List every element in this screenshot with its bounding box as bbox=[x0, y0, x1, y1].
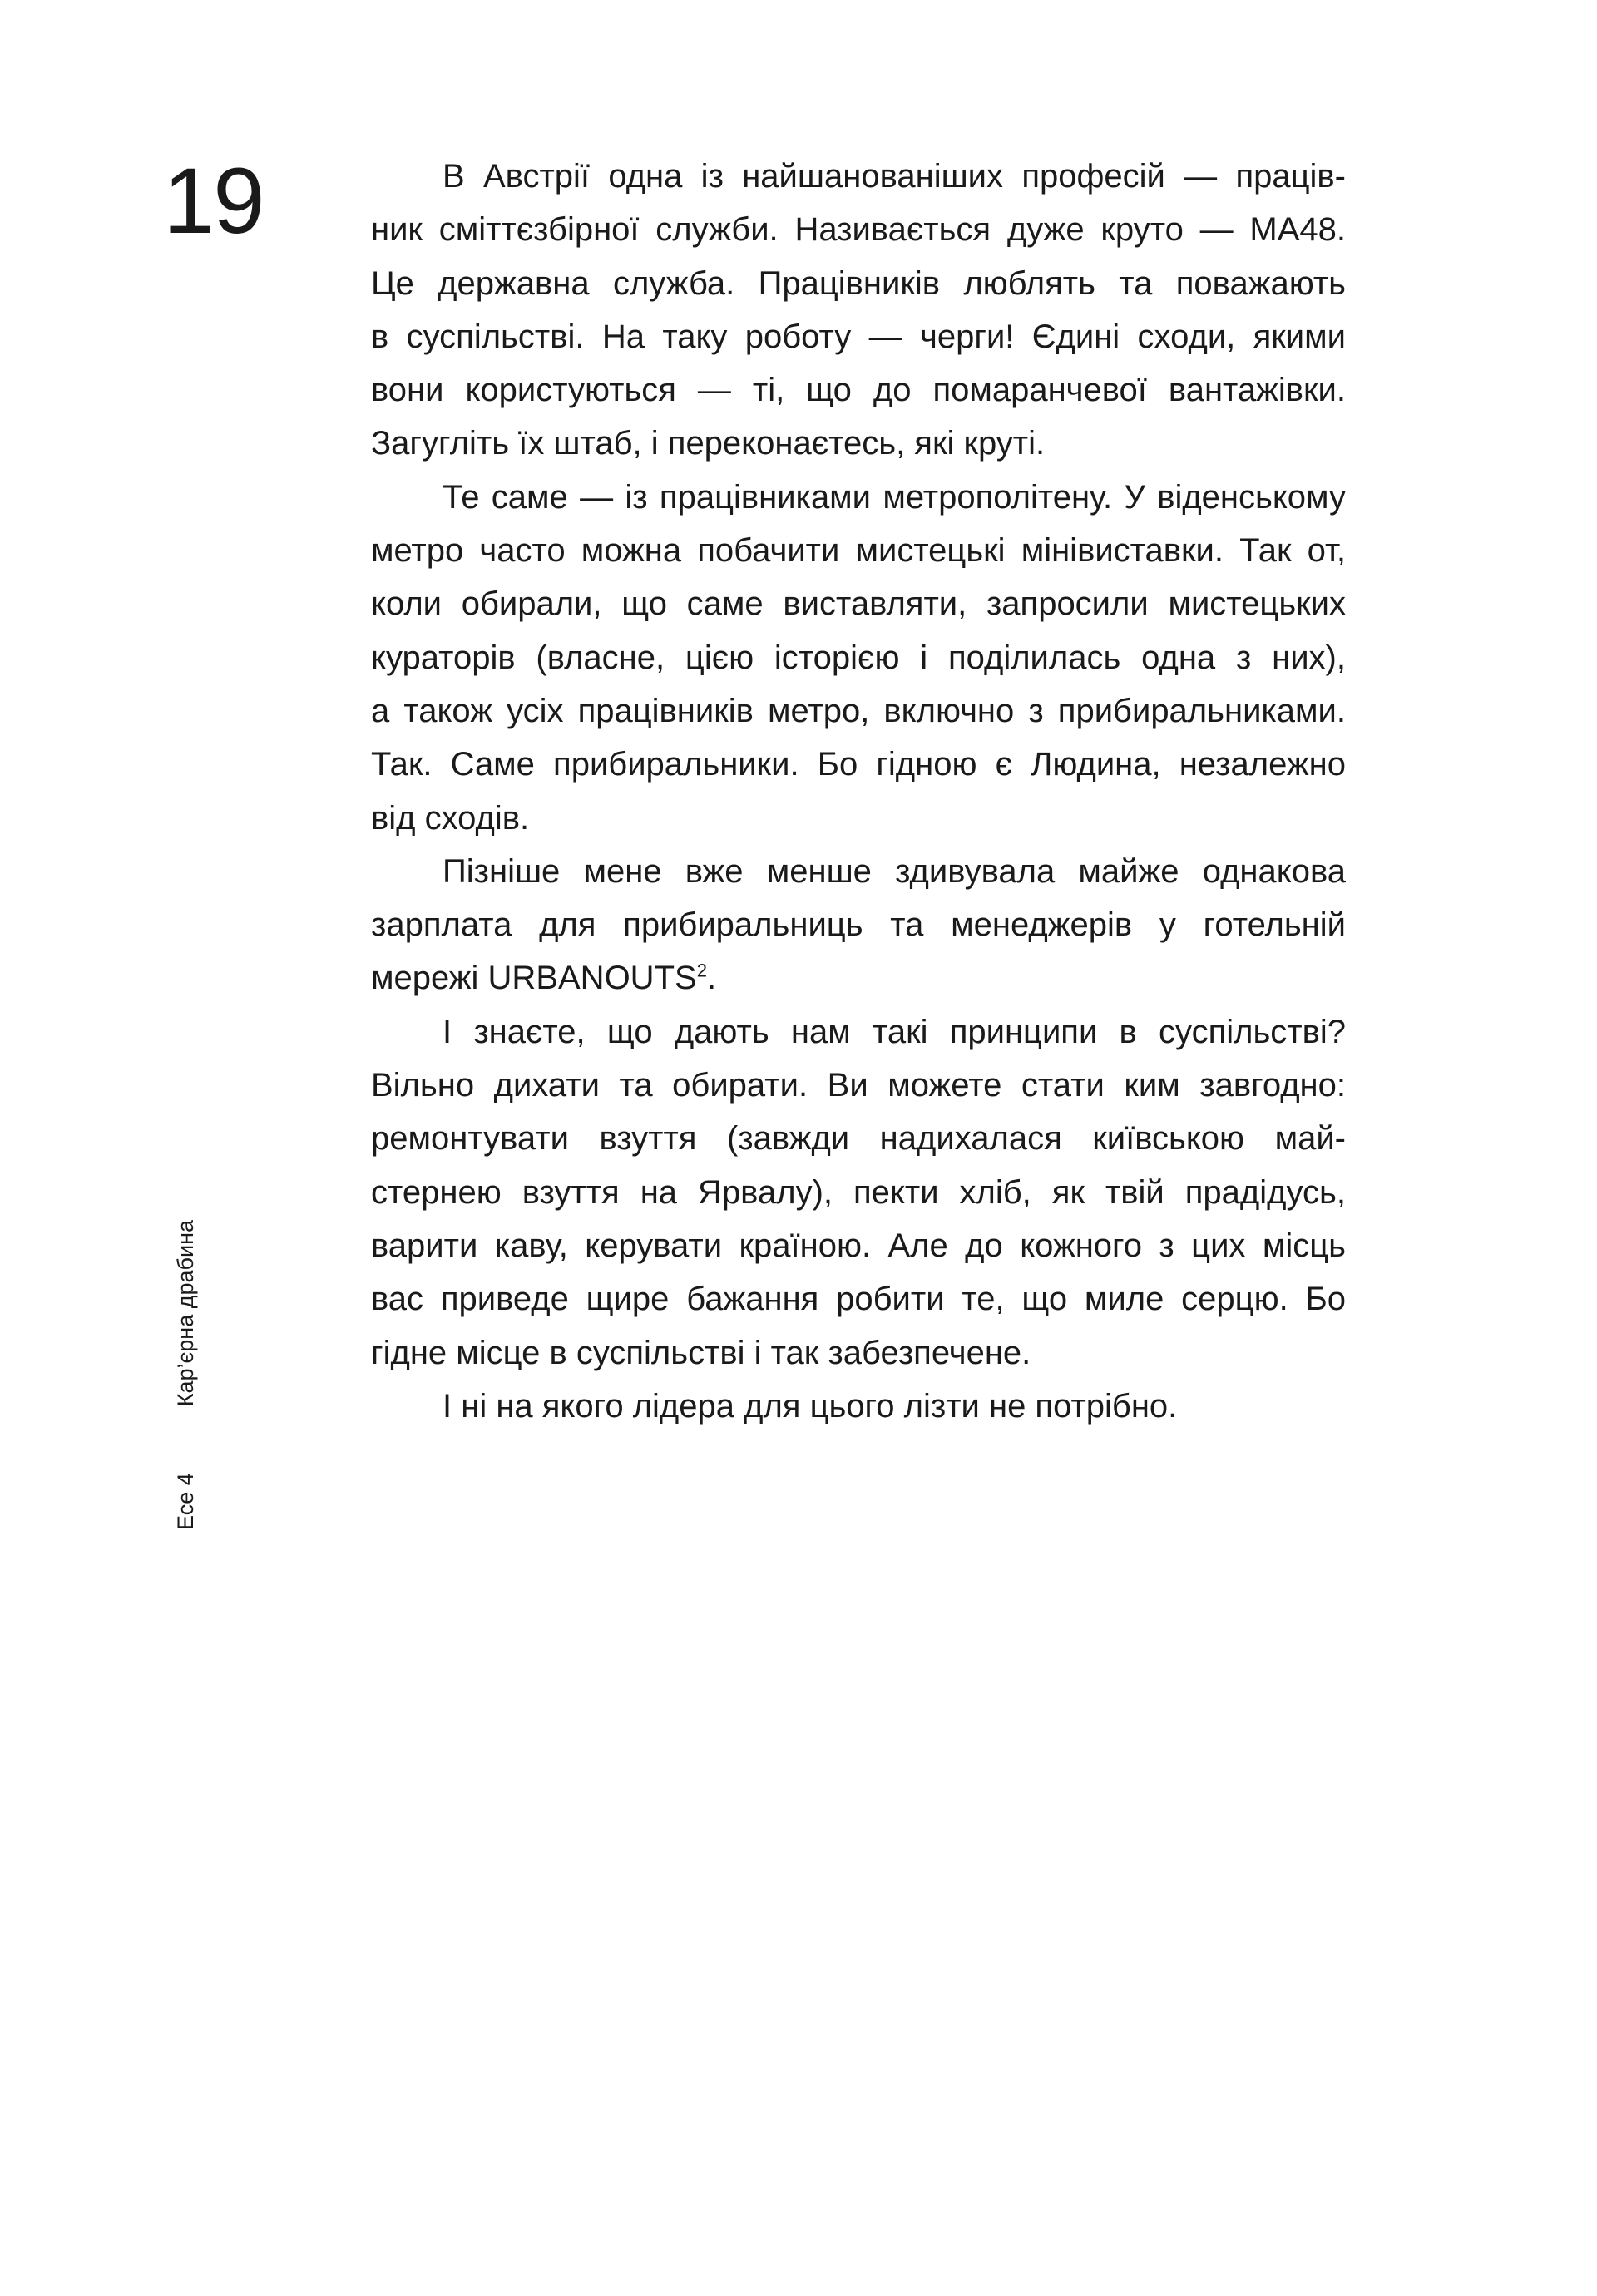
text-line: В Австрії одна із найшанованіших професій — праців- bbox=[443, 158, 1346, 195]
paragraph bbox=[371, 471, 1346, 845]
text-line: від сходів. bbox=[371, 799, 530, 837]
text-line: ремонтувати взуття (завжди надихалася київською май- bbox=[371, 1120, 1346, 1158]
paragraph bbox=[371, 1380, 1346, 1433]
text-line: І знаєте, що дають нам такі принципи в суспільстві? bbox=[443, 1013, 1346, 1050]
running-head-title: Кар’єрна драбина bbox=[173, 1220, 198, 1407]
footnote-mark: 2 bbox=[696, 960, 707, 982]
text-line: Пізніше мене вже менше здивувала майже однакова bbox=[443, 852, 1346, 890]
text-line: варити каву, керувати країною. Але до кожного з цих місць bbox=[371, 1227, 1346, 1264]
text-line: стернею взуття на Ярвалу), пекти хліб, як твій прадідусь, bbox=[371, 1173, 1346, 1211]
body-text bbox=[371, 150, 1346, 1433]
running-head-essay: Есе 4 bbox=[173, 1473, 198, 1530]
text-line: Загугліть їх штаб, і переконаєтесь, які круті. bbox=[371, 425, 1046, 462]
text-line: ник сміттєзбірної служби. Називається дуже круто — МА48. bbox=[371, 211, 1346, 249]
text-line: Те саме — із працівниками метрополітену. У віденському bbox=[443, 478, 1346, 516]
page-number: 19 bbox=[163, 149, 264, 253]
text-line: кураторів (власне, цією історією і поділилась одна з них), bbox=[371, 639, 1346, 676]
paragraph bbox=[371, 1005, 1346, 1380]
text-line-content: мережі URBANOUTS bbox=[371, 960, 697, 997]
text-line: І ні на якого лідера для цього лізти не потрібно. bbox=[443, 1387, 1178, 1425]
text-line: Вільно дихати та обирати. Ви можете стати ким завгодно: bbox=[371, 1067, 1346, 1104]
text-line: в суспільстві. На таку роботу — черги! Єдині сходи, якими bbox=[371, 318, 1346, 355]
text-line bbox=[371, 951, 1346, 1005]
text-line: Так. Саме прибиральники. Бо гідною є Людина, незалежно bbox=[371, 746, 1346, 783]
text-line: вас приведе щире бажання робити те, що миле серцю. Бо bbox=[371, 1281, 1346, 1318]
paragraph bbox=[371, 845, 1346, 1005]
text-line: а також усіх працівників метро, включно з прибиральниками. bbox=[371, 692, 1346, 729]
text-line: зарплата для прибиральниць та менеджерів у готельній bbox=[371, 906, 1346, 944]
running-head bbox=[175, 1173, 196, 1530]
text-line-tail: . bbox=[706, 960, 717, 997]
text-line: гідне місце в суспільстві і так забезпечене. bbox=[371, 1334, 1031, 1371]
text-line: коли обирали, що саме виставляти, запросили мистецьких bbox=[371, 585, 1346, 623]
text-line: метро часто можна побачити мистецькі мінівиставки. Так от, bbox=[371, 532, 1346, 570]
text-line: вони користуються — ті, що до помаранчевої вантажівки. bbox=[371, 372, 1346, 409]
text-line: Це державна служба. Працівників люблять та поважають bbox=[371, 264, 1346, 302]
paragraph bbox=[371, 150, 1346, 471]
